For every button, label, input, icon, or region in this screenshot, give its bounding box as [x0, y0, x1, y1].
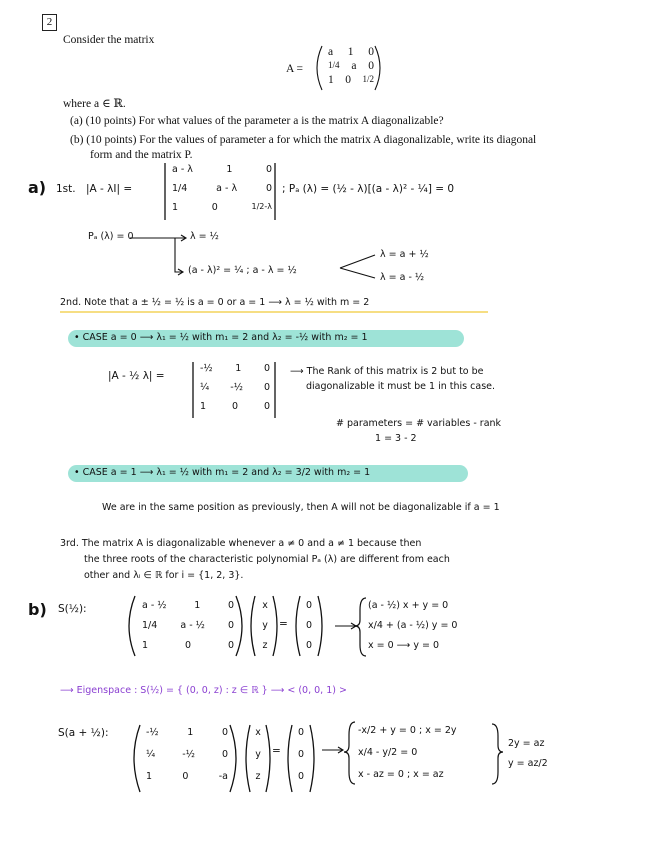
det-matrix-2 [200, 363, 270, 420]
third-step-line1: 3rd. The matrix A is diagonalizable whenever a ≠ 0 and a ≠ 1 because then [60, 538, 422, 549]
equation-line: (a - ½) x + y = 0 [368, 600, 449, 611]
characteristic-polynomial: ; Pₐ (λ) = (½ - λ)[(a - λ)² - ¼] = 0 [282, 183, 455, 195]
matrix-cell: 1 [328, 74, 334, 86]
matrix-cell: 0 [227, 600, 234, 611]
det-cell: 1 [226, 164, 233, 175]
matrix-cell: a - ½ [142, 600, 167, 611]
vector-cell: 0 [305, 640, 313, 651]
matrix-cell: 0 [227, 640, 234, 651]
matrix-cell: 1/2 [362, 74, 374, 84]
matrix-cell: -½ [182, 749, 195, 760]
matrix-cell: -a [218, 771, 228, 782]
vector-xyz [259, 600, 271, 660]
matrix-cell: 1/4 [142, 620, 158, 631]
equation-line: x/4 - y/2 = 0 [358, 747, 418, 758]
third-step-line2: the three roots of the characteristic polynomial Pₐ (λ) are different from each [84, 554, 450, 565]
det-cell: 0 [265, 164, 272, 175]
matrix-cell: 0 [368, 46, 374, 58]
det-cell: ¼ [200, 382, 210, 393]
matrix-cell: 0 [368, 60, 374, 72]
matrix-cell: 1 [142, 640, 149, 651]
root-half: λ = ½ [190, 231, 219, 242]
case-a-zero: • CASE a = 0 ⟶ λ₁ = ½ with m₁ = 2 and λ₂ = -½ with m₂ = 1 [74, 332, 368, 343]
matrix-cell: 0 [184, 640, 192, 651]
vector-cell: y [262, 620, 268, 631]
vector-cell: 0 [297, 749, 305, 760]
part-b-question-line1: (b) (10 points) For the values of parameter a for which the matrix A diagonalizable, write its diagonal [70, 134, 537, 146]
det-cell: a - λ [216, 183, 238, 194]
part-b-question-line2: form and the matrix P. [90, 149, 193, 161]
det-cell: 0 [265, 183, 272, 194]
det-cell: 1 [235, 363, 242, 374]
vector-cell: x [255, 727, 261, 738]
matrix-cell: 0 [221, 727, 228, 738]
same-position-note: We are in the same position as previously, then A will not be diagonalizable if a = 1 [102, 502, 500, 513]
det-cell: a - λ [172, 164, 193, 175]
det2-lhs: |A - ½ λ| = [108, 370, 165, 382]
matrix-cell: 0 [345, 74, 351, 86]
matrix-cell: 0 [221, 749, 228, 760]
second-step-note: 2nd. Note that a ± ½ = ½ is a = 0 or a = 1 ⟶ λ = ½ with m = 2 [60, 297, 370, 308]
matrix-cell: a [351, 60, 357, 72]
matrix-cell: ¼ [146, 749, 156, 760]
case-a-one: • CASE a = 1 ⟶ λ₁ = ½ with m₁ = 2 and λ₂ = 3/2 with m₂ = 1 [74, 467, 371, 478]
vector-zero [295, 727, 307, 793]
equation-system-b1 [368, 600, 457, 660]
root-a-plus-half: λ = a + ½ [380, 249, 429, 260]
vector-cell: y [255, 749, 261, 760]
equation-line: -x/2 + y = 0 ; x = 2y [358, 725, 457, 736]
rank-note-line2: diagonalizable it must be 1 in this case. [306, 381, 496, 392]
matrix-cell: 1 [187, 727, 194, 738]
matrix-cell: 1 [146, 771, 153, 782]
rank-note-line1: ⟶ The Rank of this matrix is 2 but to be [290, 366, 484, 377]
equation-system-b2 [358, 725, 457, 791]
det-cell: 1/4 [172, 183, 188, 194]
eigenspace-result: ⟶ Eigenspace : S(½) = { (0, 0, z) : z ∈ ℝ } ⟶ < (0, 0, 1) > [60, 685, 347, 696]
equals-sign: = [279, 618, 288, 630]
det-matrix-1 [172, 164, 272, 221]
part-a-question: (a) (10 points) For what values of the parameter a is the matrix A diagonalizable? [70, 115, 444, 127]
matrix-cell: 1 [194, 600, 201, 611]
root-equation: (a - λ)² = ¼ ; a - λ = ½ [188, 265, 297, 276]
matrix-b1 [142, 600, 234, 660]
matrix-cell: 1 [347, 46, 354, 58]
eigenspace-a-half-label: S(a + ½): [58, 727, 109, 739]
matrix-label: A = [286, 63, 304, 75]
det-cell: -½ [230, 382, 243, 393]
root-a-minus-half: λ = a - ½ [380, 272, 425, 283]
equation-line: x - az = 0 ; x = az [358, 769, 444, 780]
equals-sign: = [272, 745, 281, 757]
equation-line: x = 0 ⟶ y = 0 [368, 640, 439, 651]
problem-intro: Consider the matrix [63, 34, 155, 46]
result-line: y = az/2 [508, 758, 548, 769]
domain-text: where a ∈ ℝ. [63, 98, 126, 110]
det-cell: 0 [263, 401, 270, 412]
det-cell: 0 [263, 363, 270, 374]
parameters-formula: # parameters = # variables - rank [336, 418, 502, 429]
vector-cell: 0 [305, 600, 313, 611]
equation-line: x/4 + (a - ½) y = 0 [368, 620, 458, 631]
matrix-cell: a [328, 46, 334, 58]
det-cell: 0 [231, 401, 239, 412]
det-cell: 1 [172, 202, 179, 213]
result-line: 2y = az [508, 738, 545, 749]
det-lhs: |A - λI| = [86, 183, 133, 195]
first-step-label: 1st. [56, 183, 76, 195]
vector-cell: 0 [305, 620, 313, 631]
pa-zero: Pₐ (λ) = 0 [88, 231, 134, 242]
eigenspace-half-label: S(½): [58, 603, 87, 615]
matrix-cell: 0 [227, 620, 234, 631]
vector-cell: z [255, 771, 261, 782]
parameters-values: 1 = 3 - 2 [375, 433, 417, 444]
part-a-label: a) [28, 178, 47, 197]
vector-cell: 0 [297, 771, 305, 782]
det-cell: 0 [211, 202, 218, 213]
matrix-b2 [146, 727, 228, 793]
det-cell: -½ [200, 363, 213, 374]
vector-cell: 0 [297, 727, 305, 738]
matrix-cell: a - ½ [180, 620, 205, 631]
part-b-label: b) [28, 600, 47, 619]
matrix-cell: -½ [146, 727, 159, 738]
vector-zero [303, 600, 315, 660]
matrix-cell: 0 [182, 771, 189, 782]
vector-xyz [252, 727, 264, 793]
problem-number: 2 [42, 14, 57, 31]
det-cell: 1 [200, 401, 207, 412]
final-result [508, 738, 548, 778]
vector-cell: x [262, 600, 268, 611]
third-step-line3: other and λᵢ ∈ ℝ for i = {1, 2, 3}. [84, 570, 244, 581]
det-cell: 0 [263, 382, 270, 393]
det-cell: 1/2-λ [251, 202, 272, 211]
vector-cell: z [262, 640, 268, 651]
matrix-cell: 1/4 [328, 60, 340, 70]
